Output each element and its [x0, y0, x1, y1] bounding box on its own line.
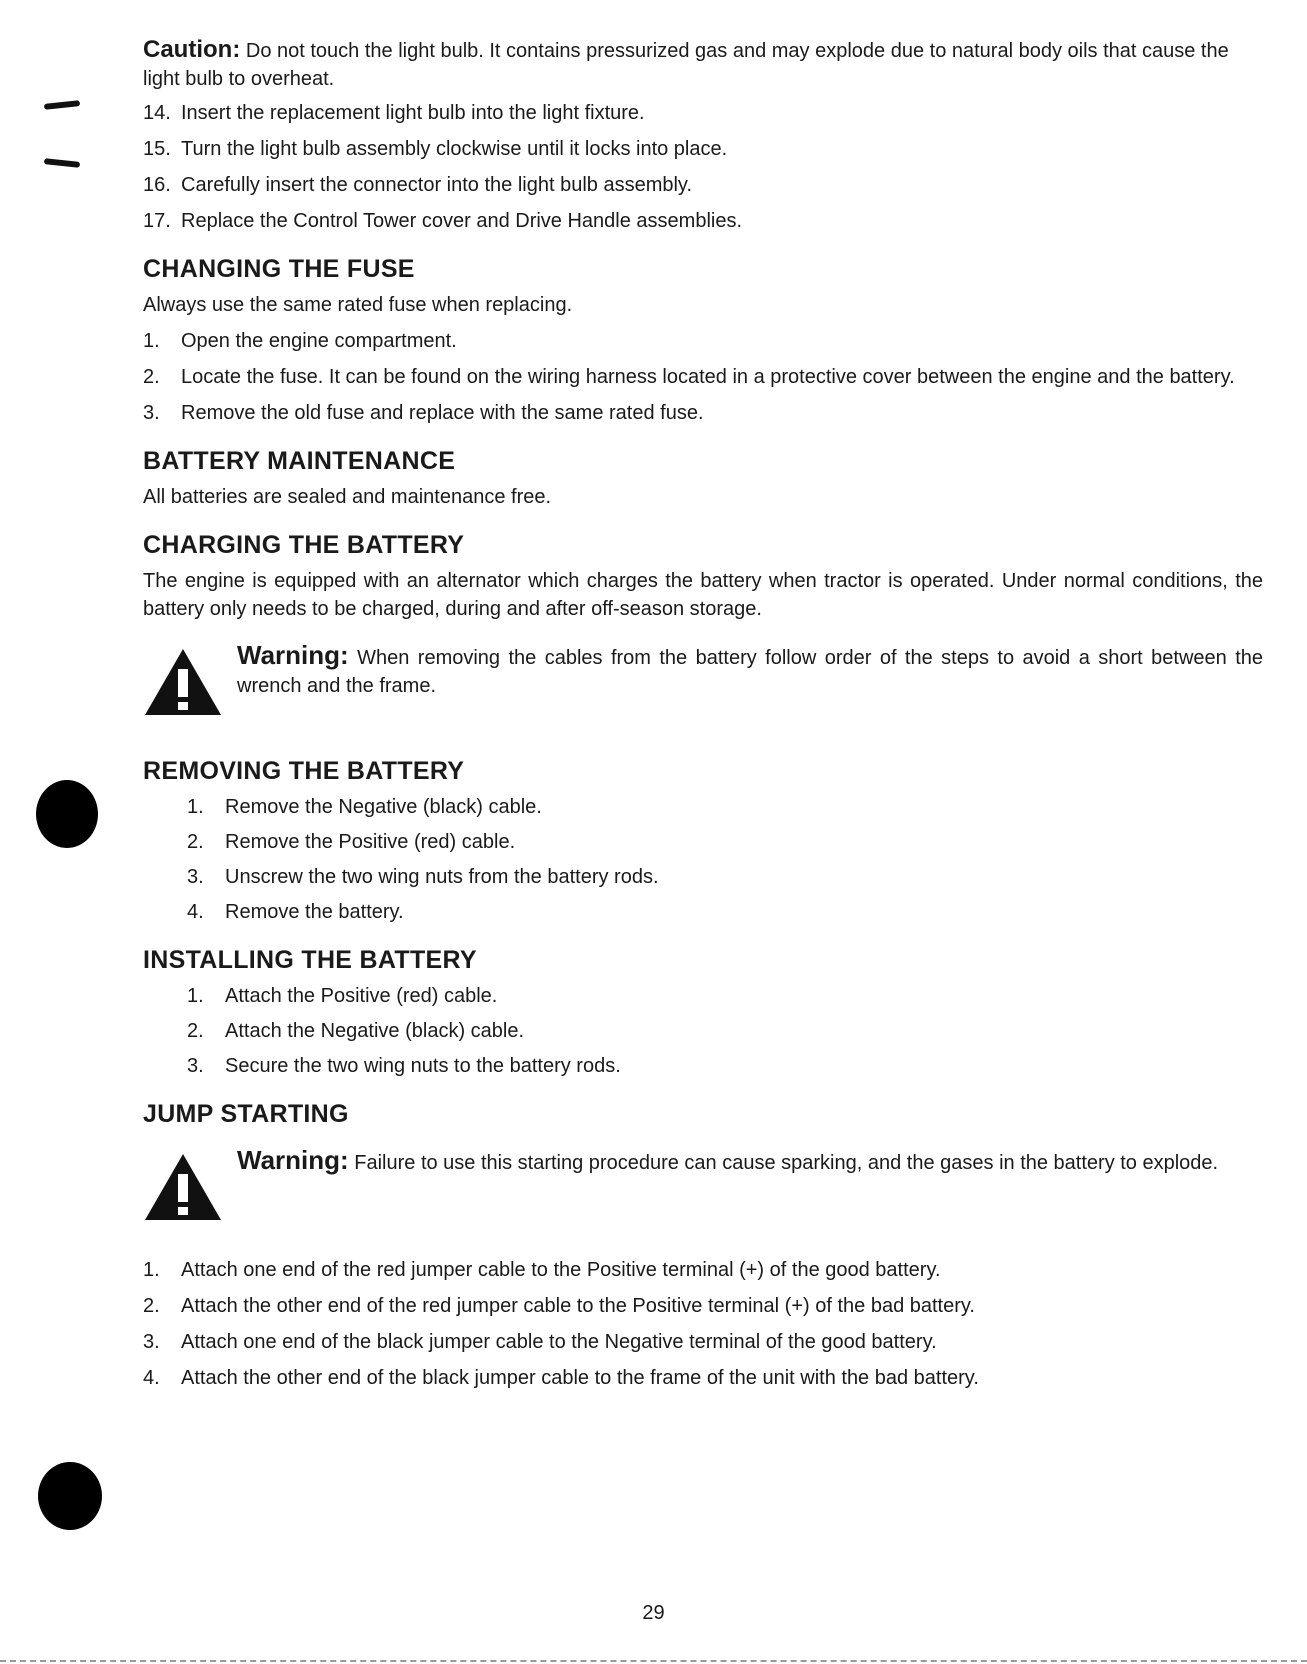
- list-item: [143, 171, 1263, 199]
- step-text: Remove the Negative (black) cable.: [225, 796, 542, 818]
- installing-steps-list: [143, 982, 1263, 1080]
- step-text: Carefully insert the connector into the light bulb assembly.: [181, 174, 693, 196]
- list-item: [187, 793, 1263, 821]
- charging-warning: [143, 641, 1263, 717]
- step-number: 2.: [143, 366, 160, 388]
- removing-steps-list: [143, 793, 1263, 926]
- list-item: [143, 1256, 1263, 1284]
- step-text: Attach the Positive (red) cable.: [225, 985, 498, 1007]
- list-item: [143, 207, 1263, 235]
- step-number: 2.: [143, 1295, 160, 1317]
- fuse-steps-list: [143, 327, 1263, 427]
- step-text: Secure the two wing nuts to the battery rods.: [225, 1055, 621, 1077]
- caution-label: Caution:: [143, 36, 241, 63]
- step-number: 1.: [143, 1259, 160, 1281]
- step-number: 3.: [143, 1331, 160, 1353]
- step-text: Open the engine compartment.: [181, 330, 457, 352]
- warning-text: When removing the cables from the battery follow order of the steps to avoid a short between the wrench and the frame.: [237, 647, 1263, 697]
- step-number: 3.: [143, 402, 160, 424]
- battery-maintenance-text: All batteries are sealed and maintenance free.: [143, 486, 552, 508]
- section-heading-fuse: CHANGING THE FUSE: [143, 255, 415, 283]
- step-number: 1.: [187, 985, 204, 1007]
- list-item: [143, 135, 1263, 163]
- step-text: Locate the fuse. It can be found on the wiring harness located in a protective cover between the engine and the battery.: [181, 366, 1235, 388]
- step-text: Attach one end of the red jumper cable to the Positive terminal (+) of the good battery.: [181, 1259, 941, 1281]
- list-item: [143, 363, 1263, 391]
- list-item: [187, 863, 1263, 891]
- jump-warning: [143, 1146, 1263, 1222]
- jump-steps-list: [143, 1256, 1263, 1392]
- list-item: [143, 1328, 1263, 1356]
- step-number: 3.: [187, 866, 204, 888]
- caution-text: Do not touch the light bulb. It contains pressurized gas and may explode due to natural body oils that cause the light bulb to overheat.: [143, 40, 1229, 90]
- warning-label: Warning:: [237, 640, 349, 670]
- step-text: Attach the other end of the black jumper cable to the frame of the unit with the bad battery.: [181, 1367, 979, 1389]
- step-text: Attach the Negative (black) cable.: [225, 1020, 525, 1042]
- step-number: 16.: [143, 174, 171, 196]
- step-text: Insert the replacement light bulb into the light fixture.: [181, 102, 645, 124]
- warning-body: [237, 641, 1263, 700]
- step-number: 14.: [143, 102, 171, 124]
- list-item: [143, 99, 1263, 127]
- step-number: 15.: [143, 138, 171, 160]
- step-text: Remove the battery.: [225, 901, 404, 923]
- step-number: 1.: [143, 330, 160, 352]
- step-text: Replace the Control Tower cover and Drive Handle assemblies.: [181, 210, 743, 232]
- step-number: 17.: [143, 210, 171, 232]
- step-text: Turn the light bulb assembly clockwise until it locks into place.: [181, 138, 728, 160]
- warning-triangle-icon: [143, 1152, 223, 1222]
- fuse-intro: Always use the same rated fuse when replacing.: [143, 294, 573, 316]
- page-number: 29: [642, 1602, 665, 1624]
- bulb-steps-list: [143, 99, 1263, 235]
- step-number: 4.: [187, 901, 204, 923]
- step-number: 2.: [187, 831, 204, 853]
- step-text: Unscrew the two wing nuts from the battery rods.: [225, 866, 659, 888]
- warning-text: Failure to use this starting procedure can cause sparking, and the gases in the battery to explode.: [354, 1152, 1219, 1174]
- step-text: Attach one end of the black jumper cable to the Negative terminal of the good battery.: [181, 1331, 937, 1353]
- list-item: [187, 1052, 1263, 1080]
- step-text: Remove the old fuse and replace with the same rated fuse.: [181, 402, 704, 424]
- warning-label: Warning:: [237, 1145, 349, 1175]
- margin-dash-mark: [44, 158, 80, 168]
- list-item: [143, 1364, 1263, 1392]
- section-heading-installing: INSTALLING THE BATTERY: [143, 946, 477, 974]
- warning-body: [237, 1146, 1263, 1177]
- section-heading-battery-maintenance: BATTERY MAINTENANCE: [143, 447, 456, 475]
- caution-note: [143, 36, 1263, 93]
- list-item: [187, 1017, 1263, 1045]
- footer-divider: [0, 1660, 1307, 1662]
- section-heading-removing: REMOVING THE BATTERY: [143, 757, 465, 785]
- list-item: [143, 1292, 1263, 1320]
- list-item: [187, 898, 1263, 926]
- punch-hole: [38, 1462, 102, 1530]
- list-item: [143, 399, 1263, 427]
- warning-triangle-icon: [143, 647, 223, 717]
- punch-hole: [36, 780, 98, 848]
- step-number: 4.: [143, 1367, 160, 1389]
- step-text: Attach the other end of the red jumper cable to the Positive terminal (+) of the bad battery.: [181, 1295, 975, 1317]
- section-heading-jump-starting: JUMP STARTING: [143, 1100, 349, 1128]
- page-content: [143, 36, 1263, 1400]
- margin-dash-mark: [44, 100, 80, 110]
- list-item: [143, 327, 1263, 355]
- charging-text: The engine is equipped with an alternator which charges the battery when tractor is operated. Under normal conditions, the battery only needs to be charged, during and after off-season storage.: [143, 570, 1263, 620]
- list-item: [187, 828, 1263, 856]
- step-number: 2.: [187, 1020, 204, 1042]
- step-number: 1.: [187, 796, 204, 818]
- step-text: Remove the Positive (red) cable.: [225, 831, 516, 853]
- step-number: 3.: [187, 1055, 204, 1077]
- section-heading-charging: CHARGING THE BATTERY: [143, 531, 465, 559]
- list-item: [187, 982, 1263, 1010]
